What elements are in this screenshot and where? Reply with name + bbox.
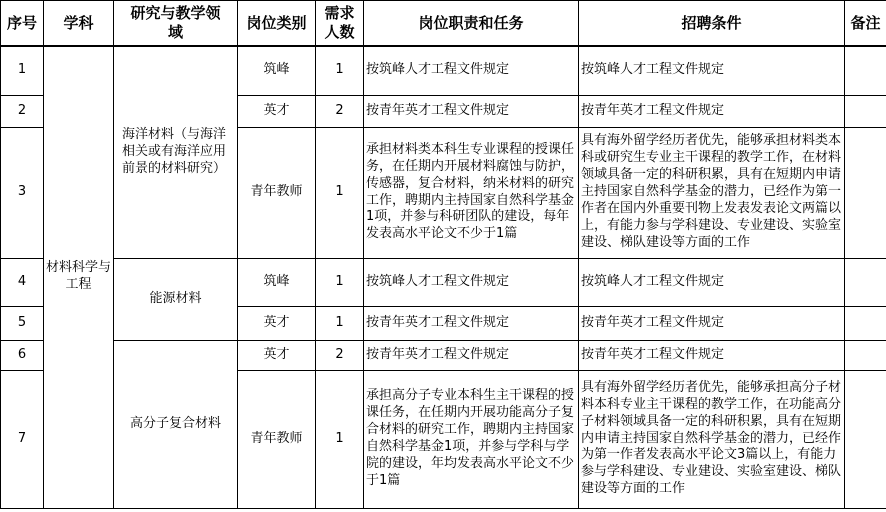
cell-remark	[845, 127, 886, 258]
cell-field-marine: 海洋材料（与海洋相关或有海洋应用前景的材料研究）	[114, 46, 238, 258]
cell-remark	[845, 258, 886, 306]
cell-category: 英才	[238, 95, 316, 127]
cell-remark	[845, 46, 886, 95]
header-conditions: 招聘条件	[579, 1, 845, 47]
header-duties: 岗位职责和任务	[364, 1, 579, 47]
cell-count: 1	[316, 127, 364, 258]
cell-duty: 按筑峰人才工程文件规定	[364, 258, 579, 306]
cell-category: 英才	[238, 340, 316, 370]
cell-duty: 承担高分子专业本科生主干课程的授课任务，在任期内开展功能高分子复合材料的研究工作，聘期内主持国家自然科学基金1项，并参与学科与学院的建设，年均发表高水平论文不少于1篇	[364, 370, 579, 508]
cell-no: 6	[1, 340, 44, 370]
cell-count: 1	[316, 306, 364, 340]
cell-category: 筑峰	[238, 258, 316, 306]
header-subject: 学科	[44, 1, 114, 47]
cell-duty: 按筑峰人才工程文件规定	[364, 46, 579, 95]
cell-count: 2	[316, 95, 364, 127]
cell-count: 1	[316, 46, 364, 95]
cell-field-energy: 能源材料	[114, 258, 238, 340]
cell-no: 7	[1, 370, 44, 508]
table-row	[1, 258, 886, 306]
cell-remark	[845, 340, 886, 370]
cell-duty: 按青年英才工程文件规定	[364, 95, 579, 127]
header-row	[1, 1, 886, 47]
cell-no: 2	[1, 95, 44, 127]
cell-subject: 材料科学与工程	[44, 46, 114, 508]
cell-duty: 按青年英才工程文件规定	[364, 340, 579, 370]
cell-duty: 按青年英才工程文件规定	[364, 306, 579, 340]
cell-condition: 按筑峰人才工程文件规定	[579, 258, 845, 306]
cell-field-polymer: 高分子复合材料	[114, 340, 238, 508]
cell-no: 3	[1, 127, 44, 258]
cell-remark	[845, 370, 886, 508]
cell-category: 青年教师	[238, 370, 316, 508]
cell-category: 英才	[238, 306, 316, 340]
cell-remark	[845, 306, 886, 340]
cell-condition: 按筑峰人才工程文件规定	[579, 46, 845, 95]
header-field: 研究与教学领域	[114, 1, 238, 47]
cell-no: 4	[1, 258, 44, 306]
cell-condition: 按青年英才工程文件规定	[579, 340, 845, 370]
cell-remark	[845, 95, 886, 127]
cell-no: 1	[1, 46, 44, 95]
header-remarks: 备注	[845, 1, 886, 47]
table-row	[1, 340, 886, 370]
cell-condition: 按青年英才工程文件规定	[579, 95, 845, 127]
cell-no: 5	[1, 306, 44, 340]
table-row	[1, 46, 886, 95]
cell-category: 青年教师	[238, 127, 316, 258]
cell-condition: 按青年英才工程文件规定	[579, 306, 845, 340]
cell-condition: 具有海外留学经历者优先，能够承担高分子材料本科专业主干课程的教学工作，在功能高分子材料领域具备一定的科研积累，具有在短期内申请主持国家自然科学基金的潜力，已经作为第一作者发表高水平论文3篇以上，有能力参与学科建设、专业建设、实验室建设、梯队建设等方面的工作	[579, 370, 845, 508]
cell-count: 2	[316, 340, 364, 370]
cell-condition: 具有海外留学经历者优先，能够承担材料类本科或研究生专业主干课程的教学工作，在材料领域具备一定的科研积累，具有在短期内申请主持国家自然科学基金的潜力，已经作为第一作者在国内外重要刊物上发表发表论文两篇以上，有能力参与学科建设、专业建设、实验室建设、梯队建设等方面的工作	[579, 127, 845, 258]
cell-count: 1	[316, 258, 364, 306]
header-category: 岗位类别	[238, 1, 316, 47]
header-count: 需求人数	[316, 1, 364, 47]
cell-category: 筑峰	[238, 46, 316, 95]
cell-count: 1	[316, 370, 364, 508]
header-no: 序号	[1, 1, 44, 47]
cell-duty: 承担材料类本科生专业课程的授课任务，在任期内开展材料腐蚀与防护，传感器，复合材料，纳米材料的研究工作，聘期内主持国家自然科学基金1项，并参与科研团队的建设，每年发表高水平论文不少于1篇	[364, 127, 579, 258]
